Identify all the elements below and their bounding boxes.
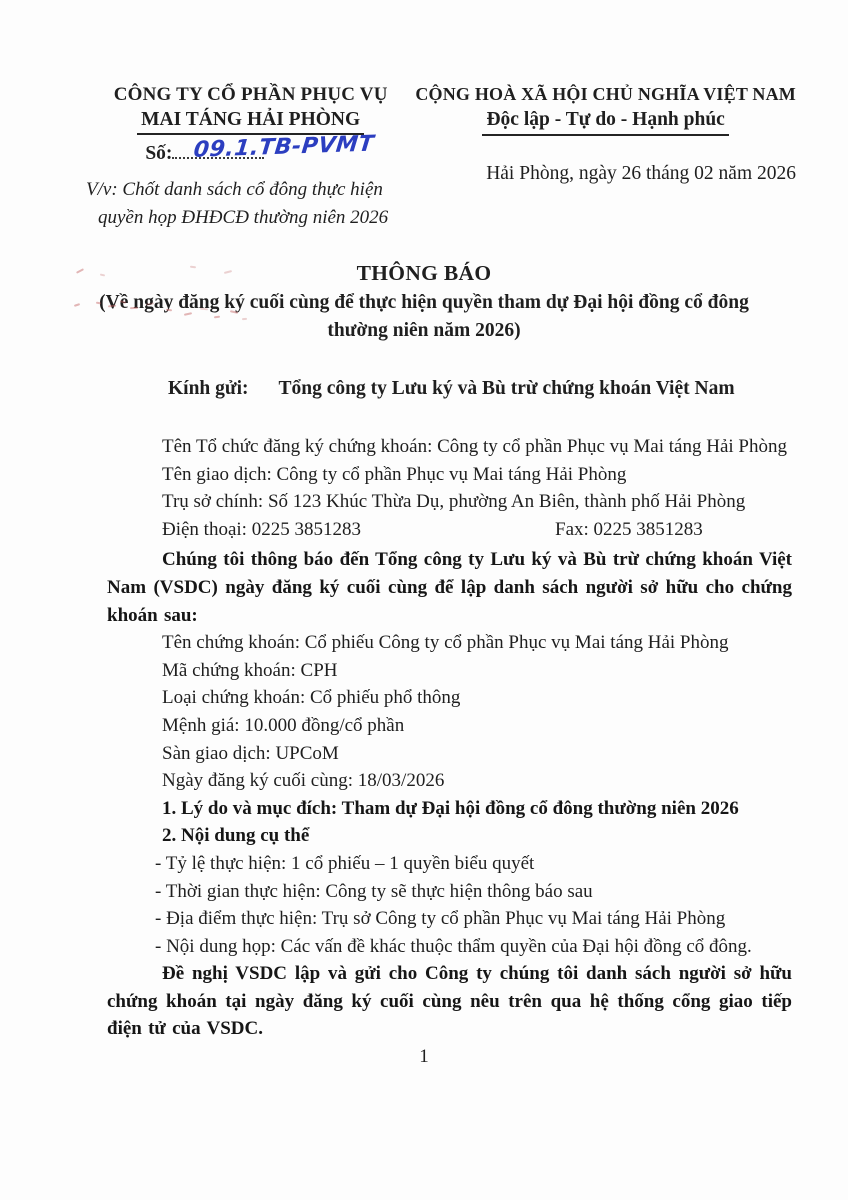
record-date-line: Ngày đăng ký cuối cùng: 18/03/2026 [162, 770, 445, 792]
document-header [0, 0, 848, 231]
announcement-paragraph: Chúng tôi thông báo đến Tổng công ty Lưu ký và Bù trừ chứng khoán Việt Nam (VSDC) ngày đăng ký cuối cùng để lập danh sách người sở hữu cho chứng khoán sau: [107, 549, 792, 626]
phone-value: Điện thoại: 0225 3851283 [162, 518, 361, 540]
subject-line-2: quyền họp ĐHĐCĐ thường niên 2026 [98, 206, 389, 228]
subject-line-1: V/v: Chốt danh sách cổ đông thực hiện [86, 179, 383, 200]
recipient-line [0, 378, 848, 400]
page-number: 1 [419, 1046, 429, 1067]
recipient-label: Kính gửi: [168, 378, 249, 399]
detail-ratio-line: - Tỷ lệ thực hiện: 1 cổ phiếu – 1 quyền biểu quyết [155, 852, 535, 874]
section-1-heading: 1. Lý do và mục đích: Tham dự Đại hội đồng cổ đông thường niên 2026 [162, 797, 739, 819]
national-motto-line1: CỘNG HOÀ XÃ HỘI CHỦ NGHĨA VIỆT NAM [415, 84, 796, 104]
document-title: THÔNG BÁO [356, 261, 492, 285]
national-motto-line2-wrap [415, 109, 796, 136]
company-name-line2: MAI TÁNG HẢI PHÒNG [137, 109, 364, 135]
detail-time-line: - Thời gian thực hiện: Công ty sẽ thực hiện thông báo sau [155, 880, 593, 902]
document-number-label: Số: [145, 143, 173, 164]
detail-agenda-line: - Nội dung họp: Các vấn đề khác thuộc thẩm quyền của Đại hội đồng cổ đông. [155, 935, 752, 957]
recipient-name: Tổng công ty Lưu ký và Bù trừ chứng khoán Việt Nam [278, 378, 735, 399]
national-header [415, 84, 796, 231]
national-motto-line2: Độc lập - Tự do - Hạnh phúc [482, 109, 728, 136]
org-name-line: Tên Tổ chức đăng ký chứng khoán: Công ty cổ phần Phục vụ Mai táng Hải Phòng [162, 436, 787, 457]
document-number-handwritten: 09.1.TB-PVMT [192, 131, 376, 163]
fax-value: Fax: 0225 3851283 [555, 518, 703, 540]
document-subtitle-line2: thường niên năm 2026) [327, 320, 521, 341]
title-block [0, 261, 848, 345]
org-address-line: Trụ sở chính: Số 123 Khúc Thừa Dụ, phường An Biên, thành phố Hải Phòng [162, 491, 746, 513]
document-subtitle-line1: (Về ngày đăng ký cuối cùng để thực hiện quyền tham dự Đại hội đồng cổ đông [99, 292, 749, 313]
phone-fax-row [107, 516, 792, 544]
document-body [0, 433, 848, 1043]
exchange-line: Sàn giao dịch: UPCoM [162, 742, 339, 764]
document-number-line [86, 131, 415, 172]
section-2-heading: 2. Nội dung cụ thể [162, 825, 310, 847]
security-name-line: Tên chứng khoán: Cổ phiếu Công ty cổ phần Phục vụ Mai táng Hải Phòng [162, 632, 729, 654]
place-date-line: Hải Phòng, ngày 26 tháng 02 năm 2026 [486, 163, 796, 184]
security-code-line: Mã chứng khoán: CPH [162, 659, 338, 681]
closing-paragraph: Đề nghị VSDC lập và gửi cho Công ty chúng tôi danh sách người sở hữu chứng khoán tại ngày đăng ký cuối cùng nêu trên qua hệ thống cổng giao tiếp điện tử của VSDC. [107, 963, 792, 1040]
org-trading-name-line: Tên giao dịch: Công ty cổ phần Phục vụ Mai táng Hải Phòng [162, 463, 627, 485]
detail-location-line: - Địa điểm thực hiện: Trụ sở Công ty cổ phần Phục vụ Mai táng Hải Phòng [155, 908, 726, 930]
security-type-line: Loại chứng khoán: Cổ phiếu phổ thông [162, 687, 461, 709]
issuer-header [86, 84, 415, 231]
company-name-line1: CÔNG TY CỔ PHẦN PHỤC VỤ [113, 84, 388, 105]
par-value-line: Mệnh giá: 10.000 đồng/cổ phần [162, 714, 405, 736]
